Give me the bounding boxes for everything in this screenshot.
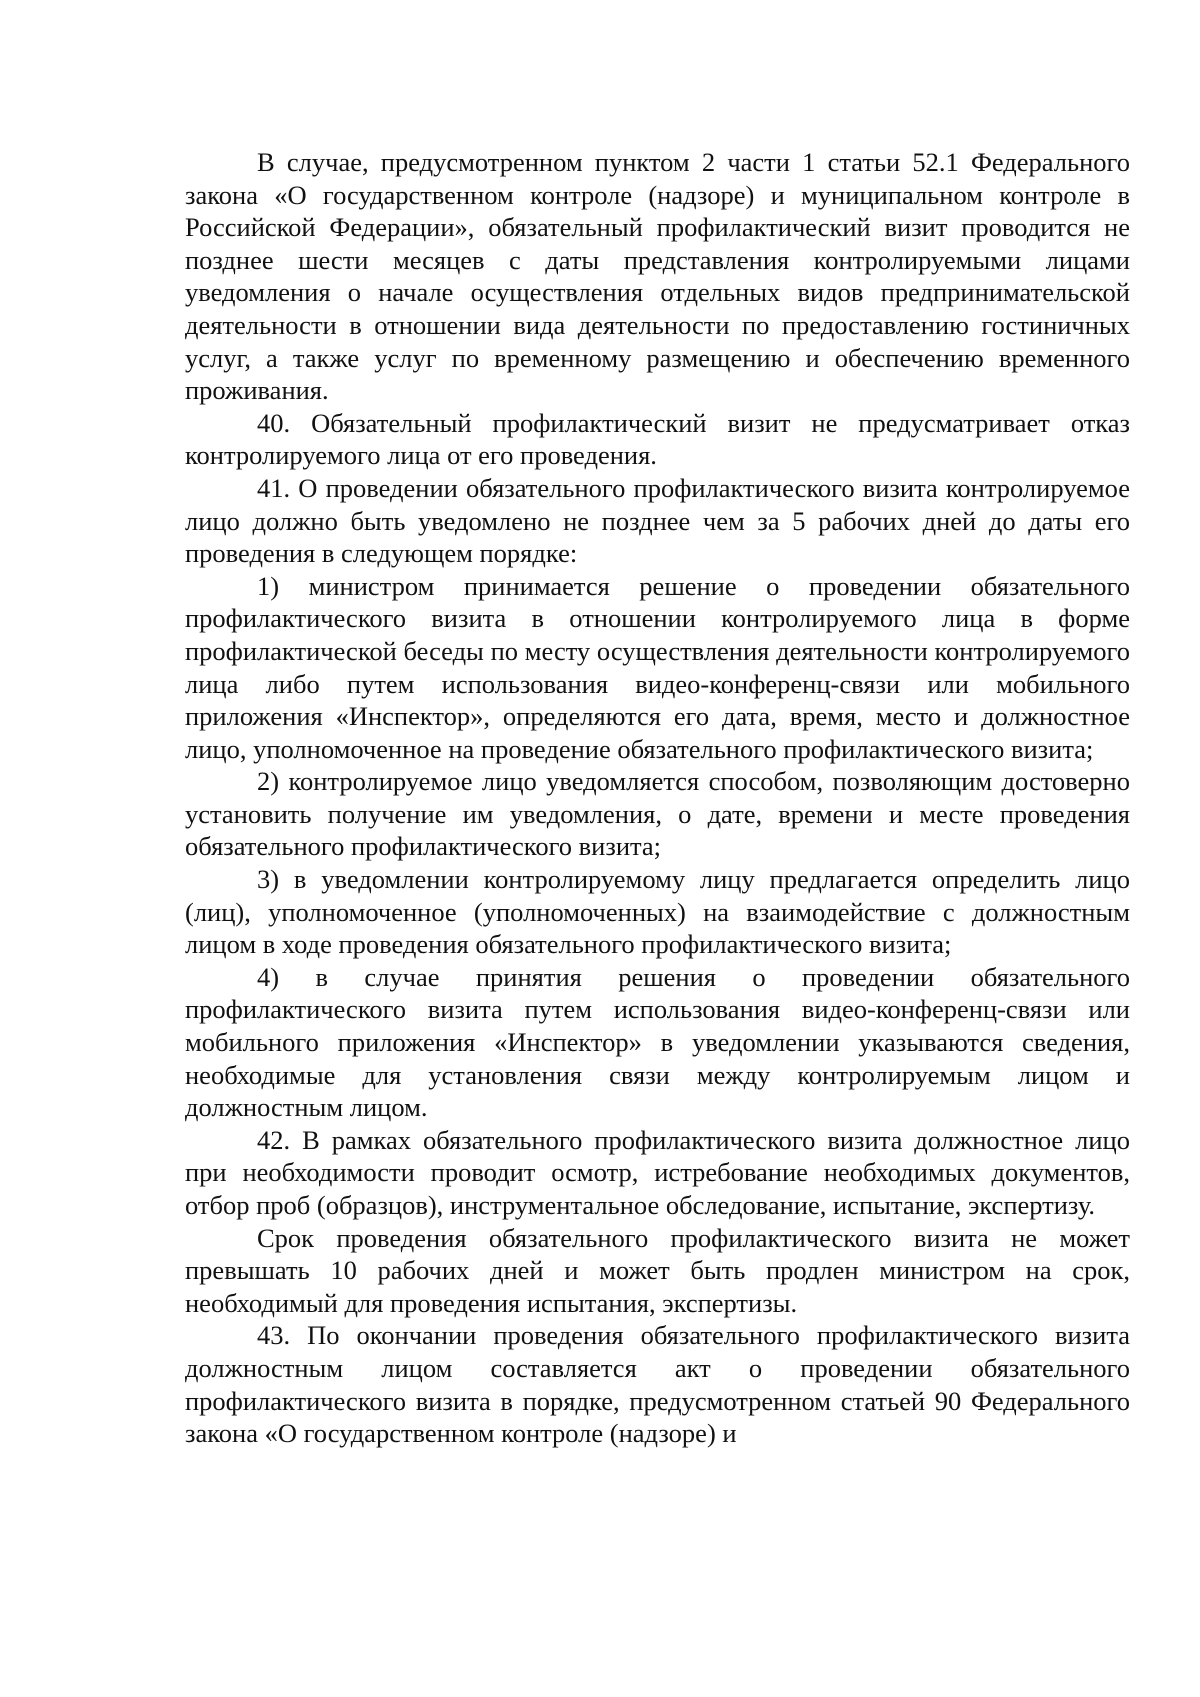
list-item-4-video-connection: 4) в случае принятия решения о проведении обязательного профилактического визита путем использования видео-конференц-связи или мобильного приложения «Инспектор» в уведомлении указываются сведения, необходимые для установления связи между контролируемым лицом и должностным лицом. bbox=[185, 961, 1130, 1123]
paragraph-40-no-refusal: 40. Обязательный профилактический визит не предусматривает отказ контролируемого лица от его проведения. bbox=[185, 407, 1130, 471]
paragraph-42-inspection-actions: 42. В рамках обязательного профилактического визита должностное лицо при необходимости проводит осмотр, истребование необходимых документов, отбор проб (образцов), инструментальное обследование, испытание, экспертизу. bbox=[185, 1124, 1130, 1220]
paragraph-hotel-services-visit-term: В случае, предусмотренном пунктом 2 части 1 статьи 52.1 Федерального закона «О государственном контроле (надзоре) и муниципальном контроле в Российской Федерации», обязательный профилактический визит проводится не позднее шести месяцев с даты представления контролируемыми лицами уведомления о начале осуществления отдельных видов предпринимательской деятельности в отношении вида деятельности по предоставлению гостиничных услуг, а также услуг по временному размещению и обеспечению временного проживания. bbox=[185, 147, 1130, 406]
paragraph-41-notification: 41. О проведении обязательного профилактического визита контролируемое лицо должно быть уведомлено не позднее чем за 5 рабочих дней до даты его проведения в следующем порядке: bbox=[185, 472, 1130, 569]
list-item-1-minister-decision: 1) министром принимается решение о проведении обязательного профилактического визита в отношении контролируемого лица в форме профилактической беседы по месту осуществления деятельности контролируемого лица либо путем использования видео-конференц-связи или мобильного приложения «Инспектор», определяются его дата, время, место и должностное лицо, уполномоченное на проведение обязательного профилактического визита; bbox=[185, 570, 1130, 764]
list-item-3-representative: 3) в уведомлении контролируемому лицу предлагается определить лицо (лиц), уполномоченное (уполномоченных) на взаимодействие с должностным лицом в ходе проведения обязательного профилактического визита; bbox=[185, 864, 1130, 960]
paragraph-visit-duration: Срок проведения обязательного профилактического визита не может превышать 10 рабочих дней и может быть продлен министром на срок, необходимый для проведения испытания, экспертизы. bbox=[185, 1222, 1130, 1318]
document-body bbox=[185, 146, 1130, 1450]
paragraph-43-act: 43. По окончании проведения обязательного профилактического визита должностным лицом составляется акт о проведении обязательного профилактического визита в порядке, предусмотренном статьей 90 Федерального закона «О государственном контроле (надзоре) и bbox=[185, 1320, 1130, 1449]
list-item-2-notification-method: 2) контролируемое лицо уведомляется способом, позволяющим достоверно установить получение им уведомления, о дате, времени и месте проведения обязательного профилактического визита; bbox=[185, 766, 1130, 862]
